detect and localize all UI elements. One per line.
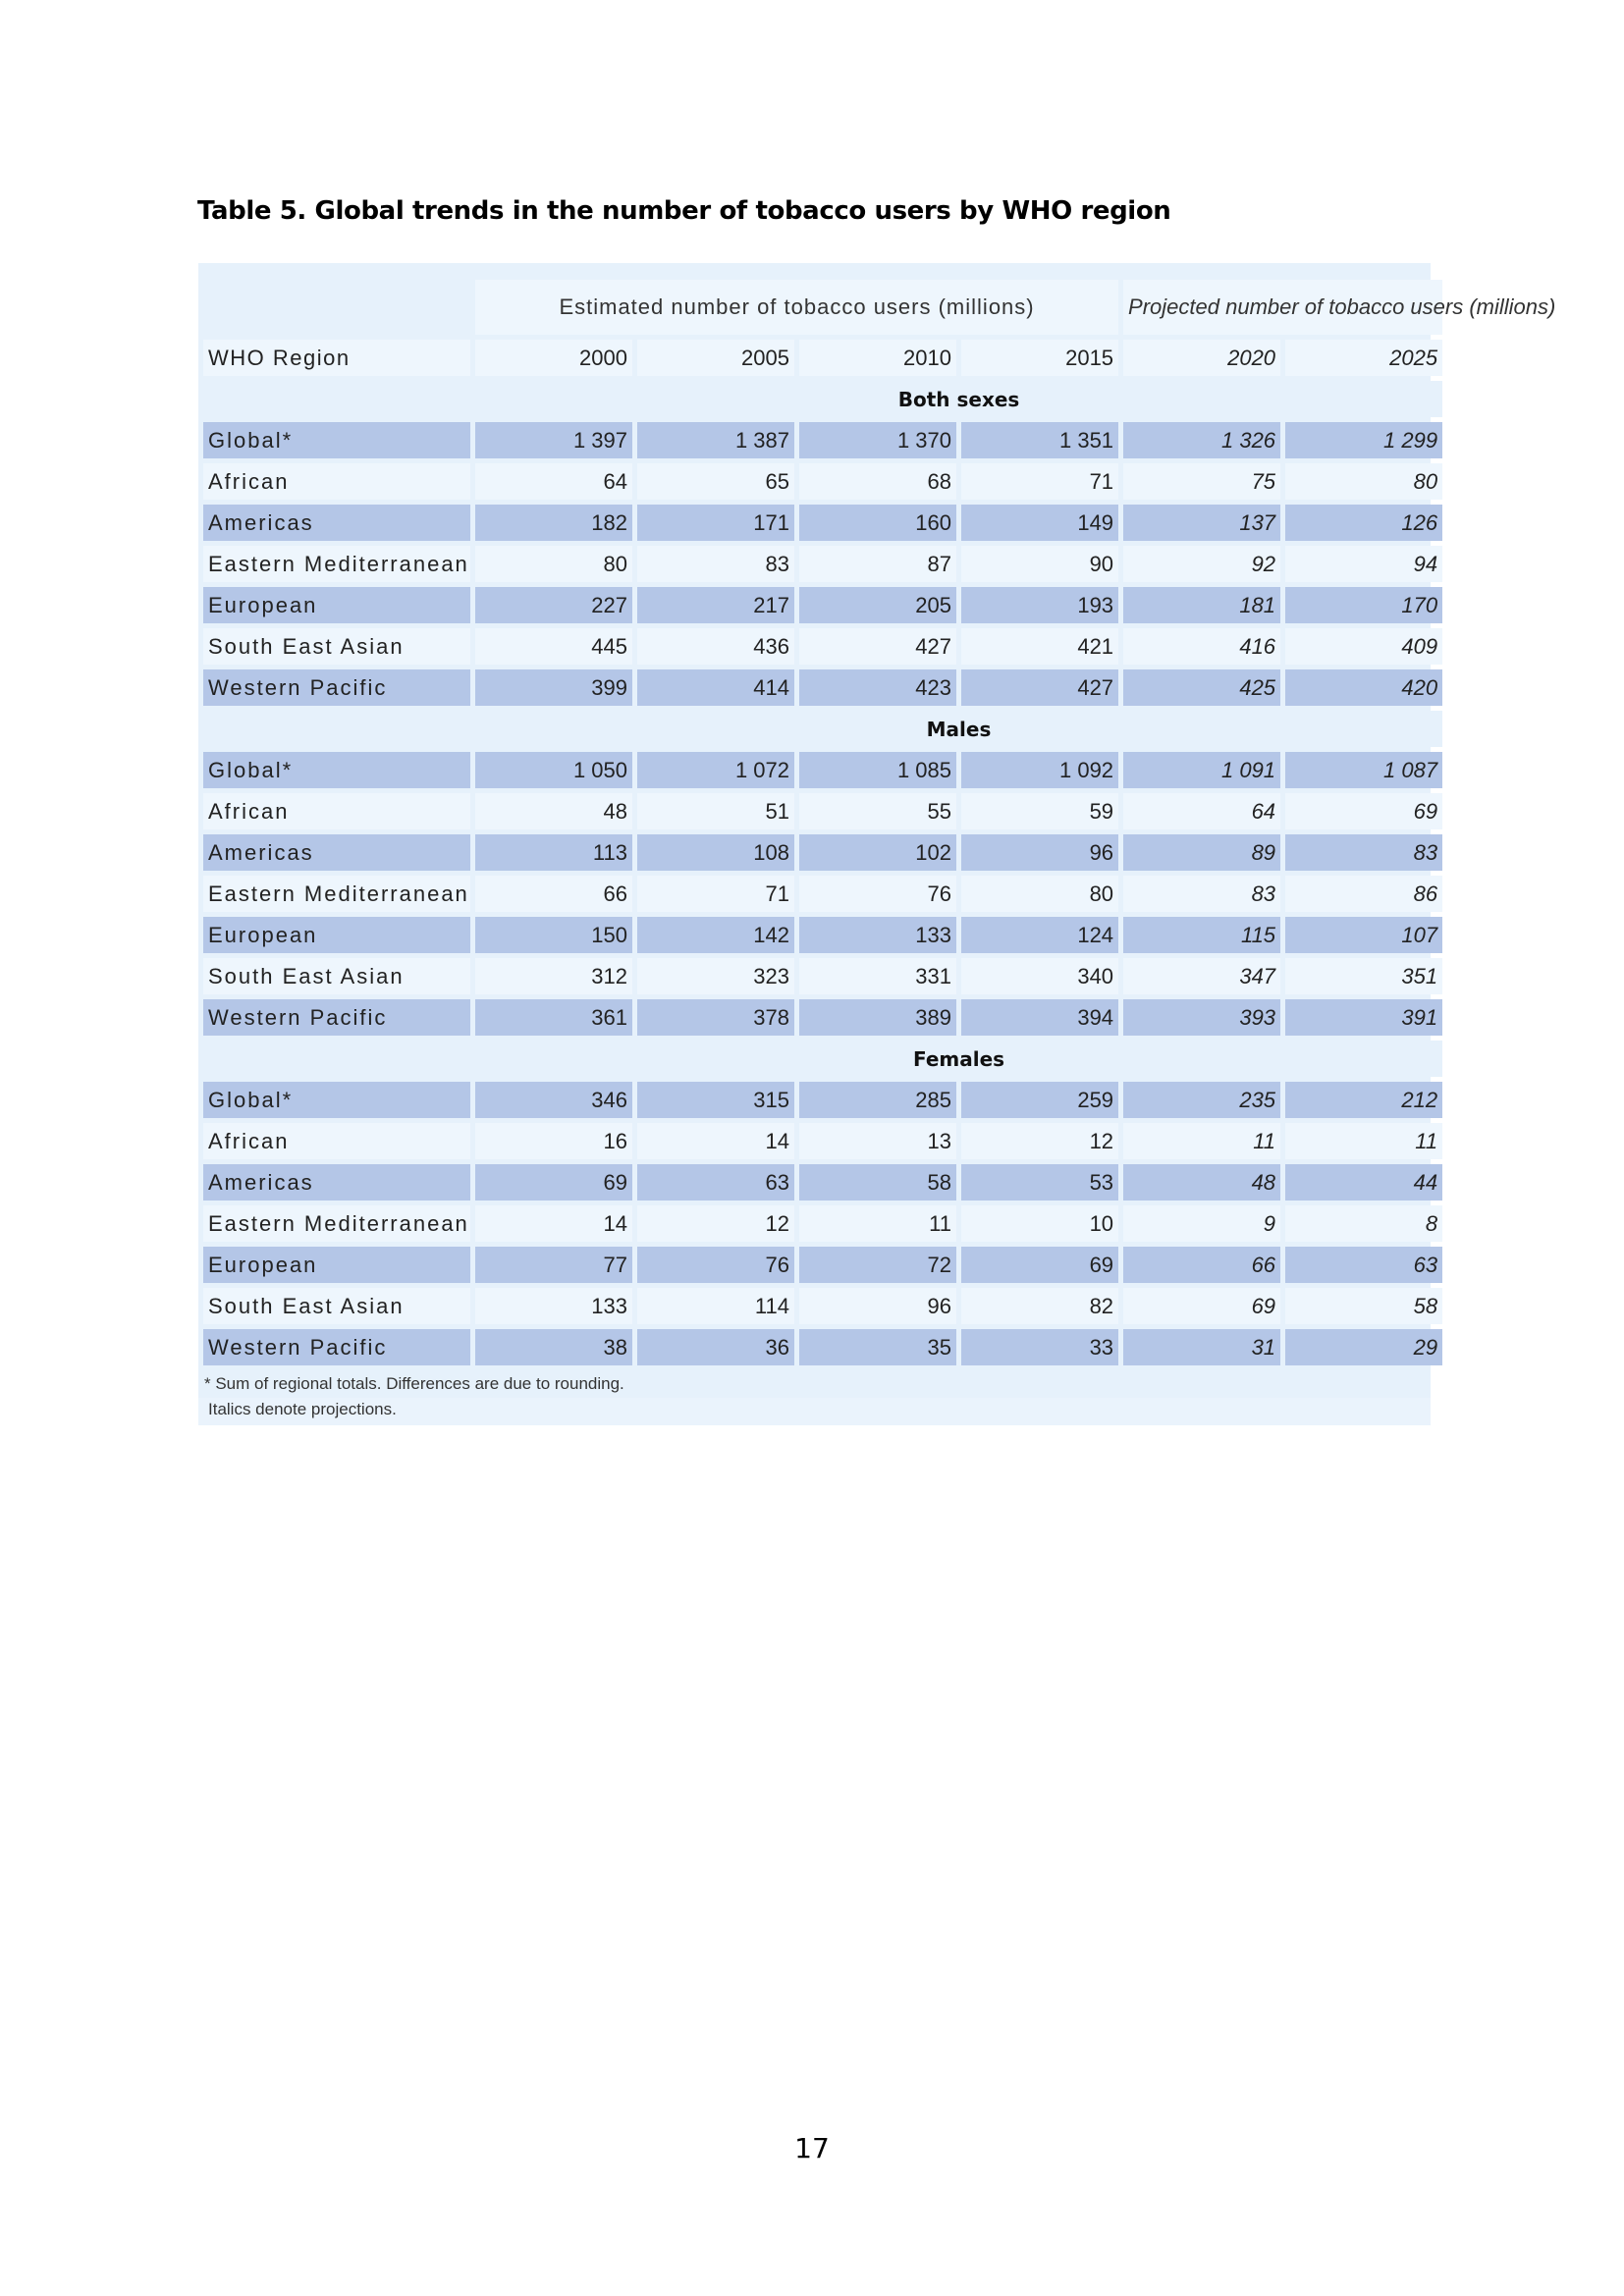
value-cell: 80 xyxy=(1285,463,1442,500)
value-cell: 182 xyxy=(475,505,632,541)
value-cell: 83 xyxy=(1123,876,1280,912)
value-cell: 346 xyxy=(475,1082,632,1118)
value-cell: 33 xyxy=(961,1329,1118,1365)
region-column-header: WHO Region xyxy=(203,340,470,376)
region-cell: Eastern Mediterranean xyxy=(203,546,470,582)
footnote-italics: Italics denote projections. xyxy=(198,1398,1431,1425)
value-cell: 124 xyxy=(961,917,1118,953)
header-empty-cell xyxy=(203,280,470,335)
region-cell: Western Pacific xyxy=(203,1329,470,1365)
value-cell: 12 xyxy=(637,1205,794,1242)
value-cell: 1 050 xyxy=(475,752,632,788)
value-cell: 193 xyxy=(961,587,1118,623)
value-cell: 51 xyxy=(637,793,794,829)
value-cell: 14 xyxy=(475,1205,632,1242)
value-cell: 235 xyxy=(1123,1082,1280,1118)
table-row xyxy=(203,752,1442,788)
value-cell: 86 xyxy=(1285,876,1442,912)
value-cell: 64 xyxy=(475,463,632,500)
footnote-sum: * Sum of regional totals. Differences are due to rounding. xyxy=(198,1370,1431,1398)
value-cell: 87 xyxy=(799,546,956,582)
value-cell: 44 xyxy=(1285,1164,1442,1201)
section-label: Males xyxy=(475,711,1442,747)
value-cell: 66 xyxy=(1123,1247,1280,1283)
region-cell: South East Asian xyxy=(203,958,470,994)
value-cell: 436 xyxy=(637,628,794,665)
table-row xyxy=(203,1123,1442,1159)
value-cell: 205 xyxy=(799,587,956,623)
section-label: Both sexes xyxy=(475,381,1442,417)
value-cell: 35 xyxy=(799,1329,956,1365)
value-cell: 89 xyxy=(1123,834,1280,871)
projected-header: Projected number of tobacco users (millions) xyxy=(1123,280,1442,335)
value-cell: 64 xyxy=(1123,793,1280,829)
value-cell: 212 xyxy=(1285,1082,1442,1118)
table-row xyxy=(203,505,1442,541)
region-cell: Americas xyxy=(203,505,470,541)
value-cell: 75 xyxy=(1123,463,1280,500)
value-cell: 416 xyxy=(1123,628,1280,665)
value-cell: 58 xyxy=(1285,1288,1442,1324)
value-cell: 71 xyxy=(637,876,794,912)
section-row xyxy=(203,711,1442,747)
value-cell: 65 xyxy=(637,463,794,500)
value-cell: 423 xyxy=(799,669,956,706)
value-cell: 36 xyxy=(637,1329,794,1365)
region-cell: Eastern Mediterranean xyxy=(203,876,470,912)
year-header: 2015 xyxy=(961,340,1118,376)
region-cell: European xyxy=(203,1247,470,1283)
section-row xyxy=(203,1041,1442,1077)
value-cell: 71 xyxy=(961,463,1118,500)
region-cell: African xyxy=(203,793,470,829)
table-row xyxy=(203,422,1442,458)
table-row xyxy=(203,669,1442,706)
value-cell: 1 397 xyxy=(475,422,632,458)
region-cell: Eastern Mediterranean xyxy=(203,1205,470,1242)
value-cell: 1 387 xyxy=(637,422,794,458)
value-cell: 347 xyxy=(1123,958,1280,994)
table-row xyxy=(203,917,1442,953)
region-cell: African xyxy=(203,463,470,500)
value-cell: 80 xyxy=(961,876,1118,912)
value-cell: 133 xyxy=(799,917,956,953)
value-cell: 68 xyxy=(799,463,956,500)
page-number: 17 xyxy=(794,2132,830,2164)
value-cell: 113 xyxy=(475,834,632,871)
table-row xyxy=(203,546,1442,582)
region-cell: Global* xyxy=(203,422,470,458)
value-cell: 11 xyxy=(1285,1123,1442,1159)
value-cell: 340 xyxy=(961,958,1118,994)
table-row xyxy=(203,1205,1442,1242)
value-cell: 126 xyxy=(1285,505,1442,541)
tobacco-users-table xyxy=(198,275,1556,1370)
value-cell: 11 xyxy=(799,1205,956,1242)
region-cell: European xyxy=(203,917,470,953)
value-cell: 69 xyxy=(961,1247,1118,1283)
value-cell: 1 091 xyxy=(1123,752,1280,788)
value-cell: 96 xyxy=(799,1288,956,1324)
value-cell: 150 xyxy=(475,917,632,953)
value-cell: 170 xyxy=(1285,587,1442,623)
value-cell: 108 xyxy=(637,834,794,871)
value-cell: 427 xyxy=(799,628,956,665)
year-header: 2000 xyxy=(475,340,632,376)
value-cell: 142 xyxy=(637,917,794,953)
region-cell: European xyxy=(203,587,470,623)
table-row xyxy=(203,1247,1442,1283)
value-cell: 393 xyxy=(1123,999,1280,1036)
data-table-container xyxy=(198,263,1556,1425)
value-cell: 323 xyxy=(637,958,794,994)
value-cell: 66 xyxy=(475,876,632,912)
value-cell: 171 xyxy=(637,505,794,541)
value-cell: 53 xyxy=(961,1164,1118,1201)
year-header: 2010 xyxy=(799,340,956,376)
value-cell: 378 xyxy=(637,999,794,1036)
table-row xyxy=(203,876,1442,912)
value-cell: 1 351 xyxy=(961,422,1118,458)
value-cell: 259 xyxy=(961,1082,1118,1118)
section-spacer xyxy=(203,381,470,417)
table-row xyxy=(203,999,1442,1036)
value-cell: 160 xyxy=(799,505,956,541)
table-title: Table 5. Global trends in the number of tobacco users by WHO region xyxy=(197,196,1171,226)
header-row-top xyxy=(203,280,1442,335)
value-cell: 12 xyxy=(961,1123,1118,1159)
value-cell: 69 xyxy=(1123,1288,1280,1324)
value-cell: 31 xyxy=(1123,1329,1280,1365)
value-cell: 1 326 xyxy=(1123,422,1280,458)
value-cell: 1 092 xyxy=(961,752,1118,788)
value-cell: 55 xyxy=(799,793,956,829)
value-cell: 389 xyxy=(799,999,956,1036)
value-cell: 76 xyxy=(637,1247,794,1283)
value-cell: 399 xyxy=(475,669,632,706)
year-header: 2025 xyxy=(1285,340,1442,376)
estimated-header: Estimated number of tobacco users (millions) xyxy=(475,280,1118,335)
value-cell: 63 xyxy=(637,1164,794,1201)
value-cell: 80 xyxy=(475,546,632,582)
region-cell: Global* xyxy=(203,752,470,788)
region-cell: South East Asian xyxy=(203,628,470,665)
value-cell: 14 xyxy=(637,1123,794,1159)
value-cell: 11 xyxy=(1123,1123,1280,1159)
region-cell: Western Pacific xyxy=(203,669,470,706)
value-cell: 1 087 xyxy=(1285,752,1442,788)
value-cell: 59 xyxy=(961,793,1118,829)
value-cell: 421 xyxy=(961,628,1118,665)
value-cell: 1 072 xyxy=(637,752,794,788)
value-cell: 425 xyxy=(1123,669,1280,706)
value-cell: 69 xyxy=(475,1164,632,1201)
value-cell: 58 xyxy=(799,1164,956,1201)
region-cell: Western Pacific xyxy=(203,999,470,1036)
table-top-band xyxy=(198,263,1431,275)
value-cell: 414 xyxy=(637,669,794,706)
table-row xyxy=(203,793,1442,829)
table-row xyxy=(203,587,1442,623)
value-cell: 115 xyxy=(1123,917,1280,953)
table-row xyxy=(203,628,1442,665)
value-cell: 227 xyxy=(475,587,632,623)
value-cell: 72 xyxy=(799,1247,956,1283)
value-cell: 445 xyxy=(475,628,632,665)
value-cell: 48 xyxy=(1123,1164,1280,1201)
value-cell: 92 xyxy=(1123,546,1280,582)
value-cell: 149 xyxy=(961,505,1118,541)
value-cell: 38 xyxy=(475,1329,632,1365)
table-row xyxy=(203,958,1442,994)
value-cell: 312 xyxy=(475,958,632,994)
section-spacer xyxy=(203,1041,470,1077)
value-cell: 102 xyxy=(799,834,956,871)
region-cell: Americas xyxy=(203,834,470,871)
value-cell: 351 xyxy=(1285,958,1442,994)
value-cell: 83 xyxy=(637,546,794,582)
value-cell: 10 xyxy=(961,1205,1118,1242)
year-header: 2020 xyxy=(1123,340,1280,376)
value-cell: 315 xyxy=(637,1082,794,1118)
value-cell: 420 xyxy=(1285,669,1442,706)
value-cell: 1 370 xyxy=(799,422,956,458)
value-cell: 137 xyxy=(1123,505,1280,541)
table-row xyxy=(203,834,1442,871)
region-cell: South East Asian xyxy=(203,1288,470,1324)
value-cell: 82 xyxy=(961,1288,1118,1324)
value-cell: 114 xyxy=(637,1288,794,1324)
section-spacer xyxy=(203,711,470,747)
value-cell: 285 xyxy=(799,1082,956,1118)
value-cell: 9 xyxy=(1123,1205,1280,1242)
value-cell: 181 xyxy=(1123,587,1280,623)
value-cell: 394 xyxy=(961,999,1118,1036)
table-row xyxy=(203,1164,1442,1201)
table-row xyxy=(203,463,1442,500)
value-cell: 427 xyxy=(961,669,1118,706)
region-cell: African xyxy=(203,1123,470,1159)
table-row xyxy=(203,1082,1442,1118)
region-cell: Global* xyxy=(203,1082,470,1118)
value-cell: 13 xyxy=(799,1123,956,1159)
value-cell: 133 xyxy=(475,1288,632,1324)
value-cell: 391 xyxy=(1285,999,1442,1036)
table-row xyxy=(203,1288,1442,1324)
value-cell: 8 xyxy=(1285,1205,1442,1242)
table-row xyxy=(203,1329,1442,1365)
value-cell: 409 xyxy=(1285,628,1442,665)
value-cell: 63 xyxy=(1285,1247,1442,1283)
value-cell: 1 085 xyxy=(799,752,956,788)
value-cell: 94 xyxy=(1285,546,1442,582)
section-label: Females xyxy=(475,1041,1442,1077)
value-cell: 361 xyxy=(475,999,632,1036)
value-cell: 76 xyxy=(799,876,956,912)
value-cell: 29 xyxy=(1285,1329,1442,1365)
value-cell: 217 xyxy=(637,587,794,623)
value-cell: 331 xyxy=(799,958,956,994)
value-cell: 83 xyxy=(1285,834,1442,871)
year-header: 2005 xyxy=(637,340,794,376)
value-cell: 16 xyxy=(475,1123,632,1159)
value-cell: 1 299 xyxy=(1285,422,1442,458)
value-cell: 69 xyxy=(1285,793,1442,829)
value-cell: 77 xyxy=(475,1247,632,1283)
section-row xyxy=(203,381,1442,417)
header-row-years xyxy=(203,340,1442,376)
value-cell: 90 xyxy=(961,546,1118,582)
value-cell: 48 xyxy=(475,793,632,829)
value-cell: 107 xyxy=(1285,917,1442,953)
value-cell: 96 xyxy=(961,834,1118,871)
region-cell: Americas xyxy=(203,1164,470,1201)
